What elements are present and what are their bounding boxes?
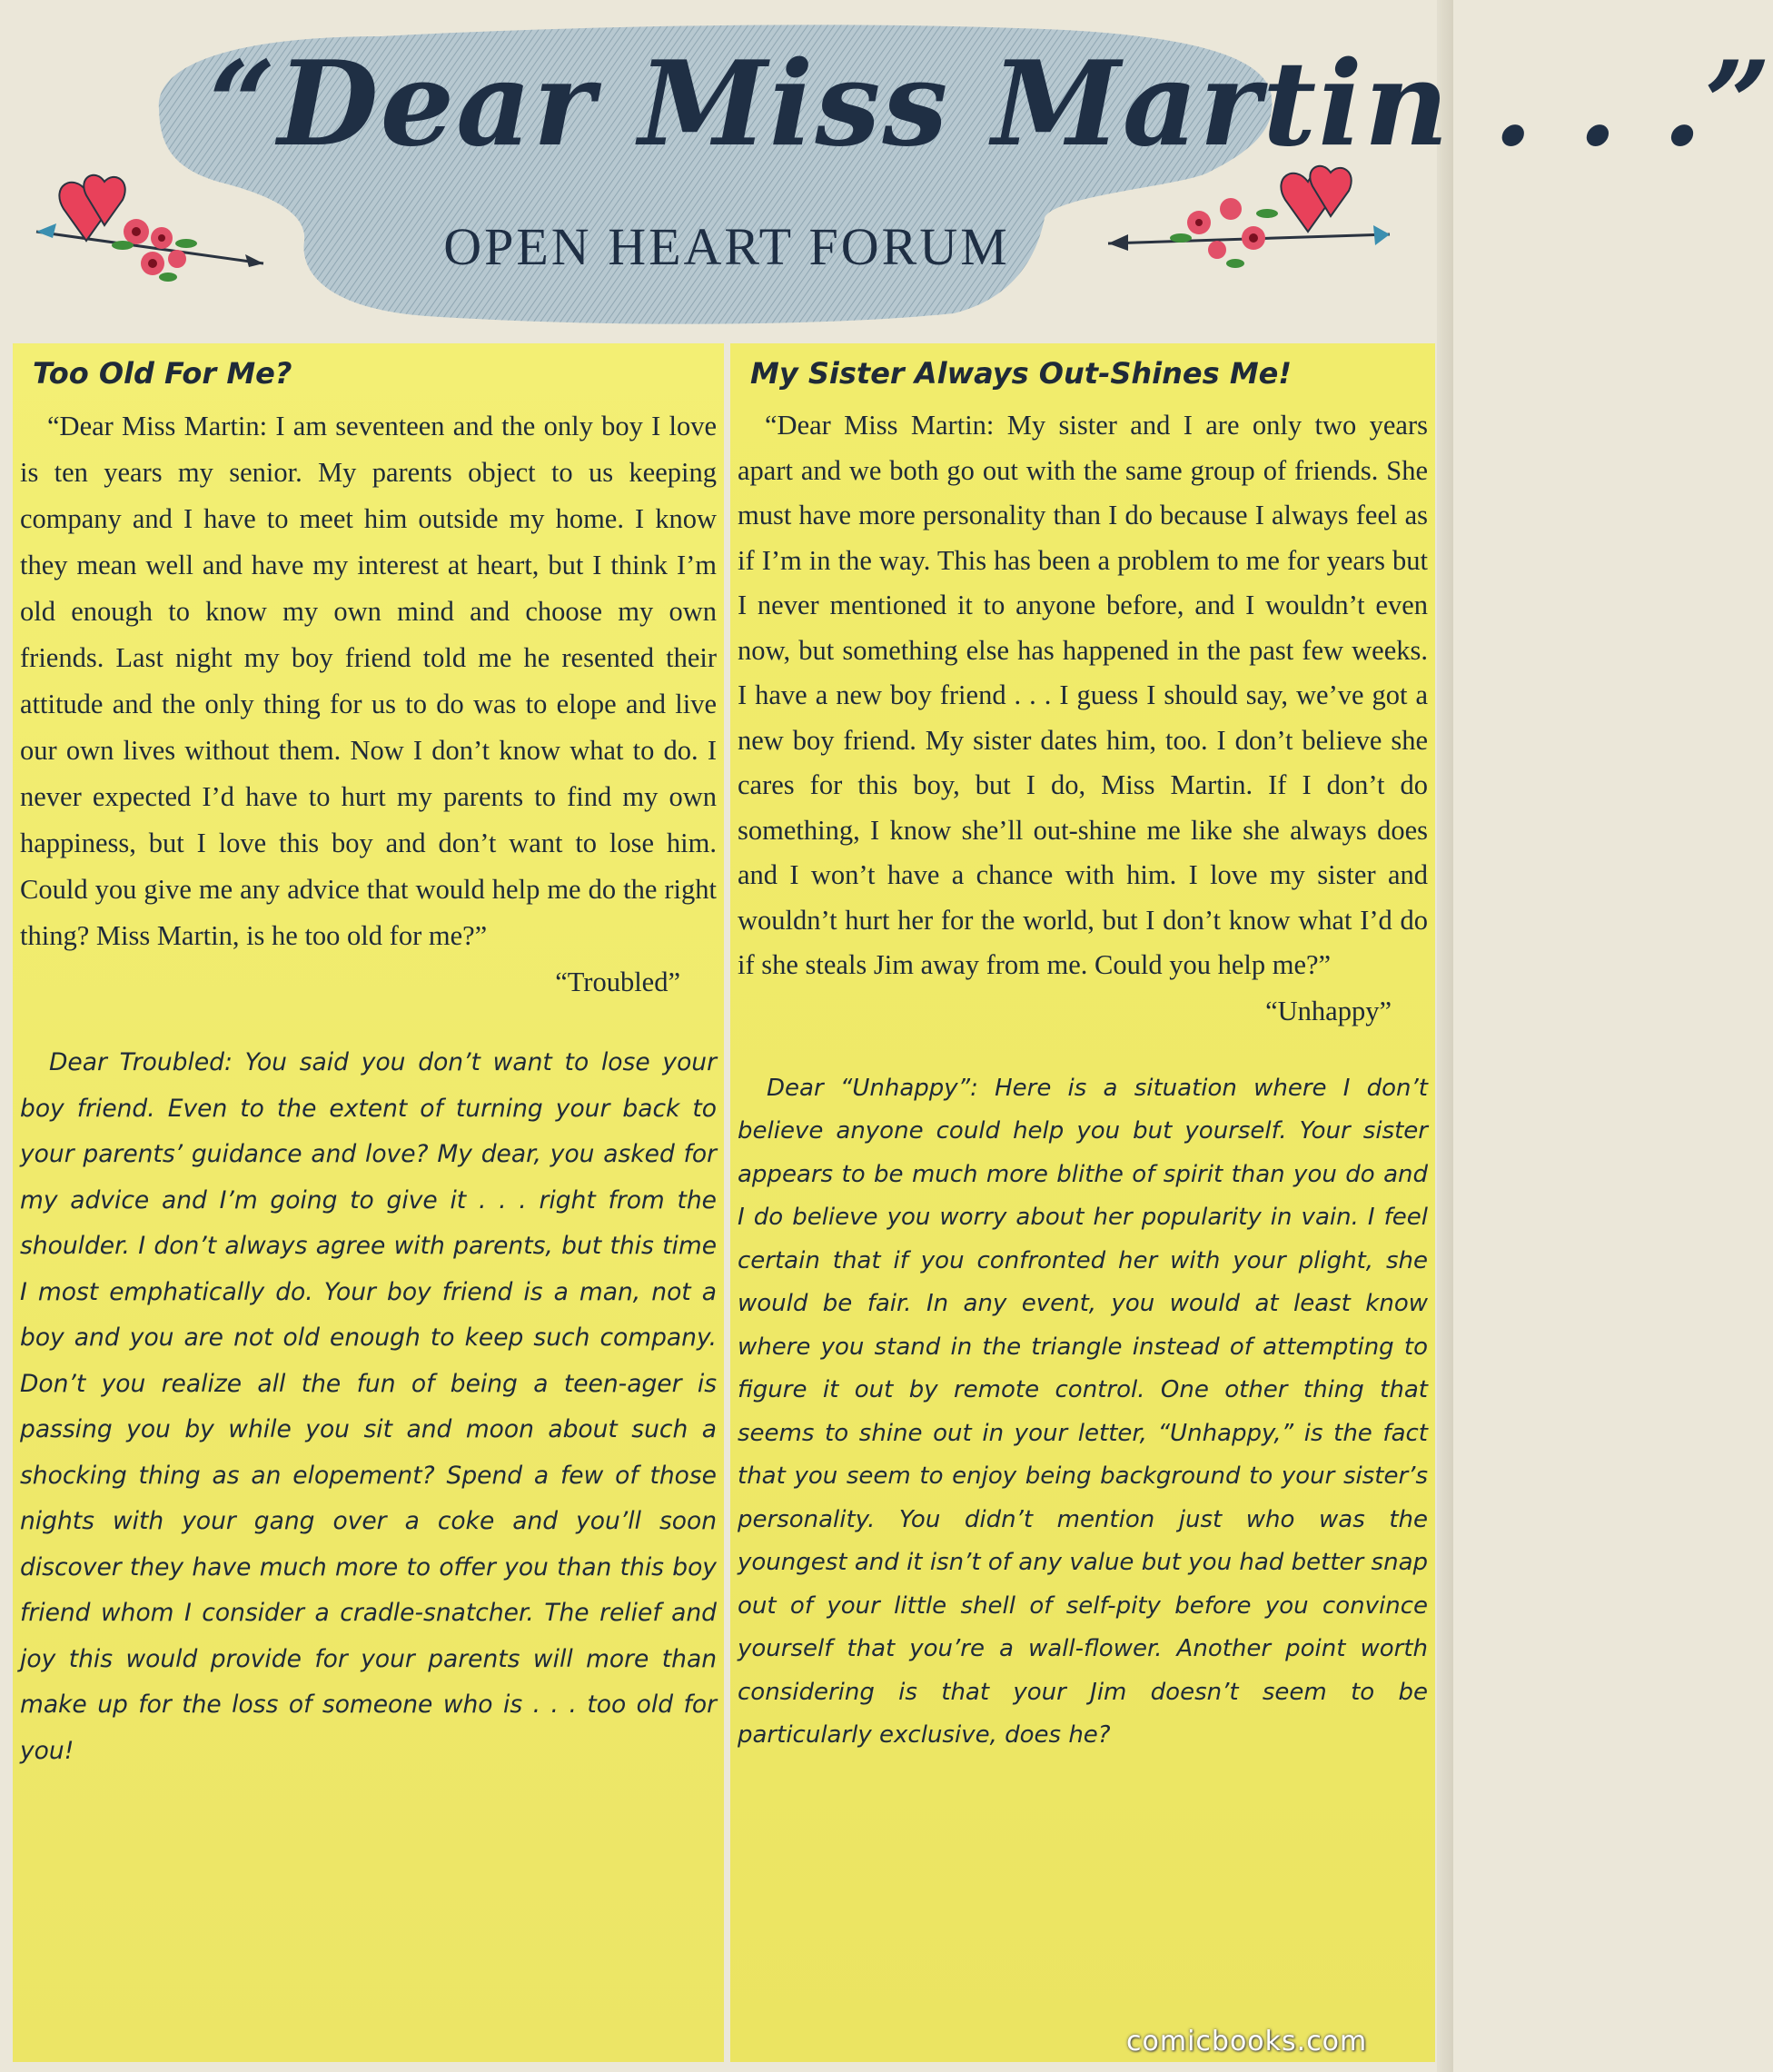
header-banner — [0, 0, 1773, 345]
right-signature: “Unhappy” — [1265, 995, 1392, 1026]
page-subtitle: OPEN HEART FORUM — [443, 217, 1010, 276]
right-heading: My Sister Always Out-Shines Me! — [750, 356, 1292, 391]
left-heart-arrow-icon — [36, 175, 263, 282]
left-letter: “Dear Miss Martin: I am seventeen and the only boy I love is ten years my senior. My parents object to us keeping company and I have to meet him outside my home. I know they mean well and have my interest at heart, but I think I’m old enough to know my own mind and choose my own friends. Last night my boy friend told me he resented their attitude and the only thing for us to do was to elope and live our own lives without them. Now I don’t know what to do. I never expected I’d have to hurt my parents to find my own happiness, but I love this boy and don’t want to lose him. Could you give me any advice that would help me do the right thing? Miss Martin, is he too old for me?” — [20, 411, 717, 951]
right-letter: “Dear Miss Martin: My sister and I are only two years apart and we both go out with the same group of friends. She must have more personality than I do because I always feel as if I’m in the way. This has been a problem to me for years but I never mentioned it to anyone before, and I wouldn’t even now, but something else has happened in the past few weeks. I have a new boy friend . . . I guess I should say, we’ve got a new boy friend. My sister dates him, too. I don’t believe she cares for this boy, but I do, Miss Martin. If I don’t do something, I know she’ll out-shine me like she always does and I won’t have a chance with him. I love my sister and wouldn’t hurt her for the world, but I don’t know what I’d do if she steals Jim away from me. Could you help me?” — [738, 410, 1428, 980]
watermark: comicbooks.com — [1126, 2026, 1368, 2057]
left-heading: Too Old For Me? — [33, 356, 292, 391]
right-answer: Dear “Unhappy”: Here is a situation where I don’t believe anyone could help you but yourself. Your sister appears to be much more blithe of spirit than you do and I do believe you worry about her popularity in vain. I feel certain that if you confronted her with your plight, she would be fair. In any event, you would at least know where you stand in the triangle instead of attempting to figure it out by remote control. One other thing that seems to shine out in your letter, “Unhappy,” is the fact that you seem to enjoy being background to your sister’s personality. You didn’t mention just who was the youngest and it isn’t of any value but you had better snap out of your little shell of self-pity before you convince yourself that you’re a wall-flower. Another point worth considering is that your Jim doesn’t seem to be particularly exclusive, does he? — [738, 1074, 1428, 1749]
left-signature: “Troubled” — [555, 967, 680, 997]
left-answer: Dear Troubled: You said you don’t want to lose your boy friend. Even to the extent of turning your back to your parents’ guidance and love? My dear, you asked for my advice and I’m going to give it . . . right from the shoulder. I don’t always agree with parents, but this time I most emphatically do. Your boy friend is a man, not a boy and you are not old enough to keep such company. Don’t you realize all the fun of being a teen-ager is passing you by while you sit and moon about such a shocking thing as an elopement? Spend a few of those nights with your gang over a coke and you’ll soon discover they have much more to offer you than this boy friend whom I consider a cradle-snatcher. The relief and joy this would provide for your parents will more than make up for the loss of someone who is . . . too old for you! — [20, 1048, 717, 1765]
right-column — [730, 343, 1435, 2062]
left-column — [13, 343, 724, 2062]
page-title: “Dear Miss Martin . . .” — [209, 36, 1773, 173]
